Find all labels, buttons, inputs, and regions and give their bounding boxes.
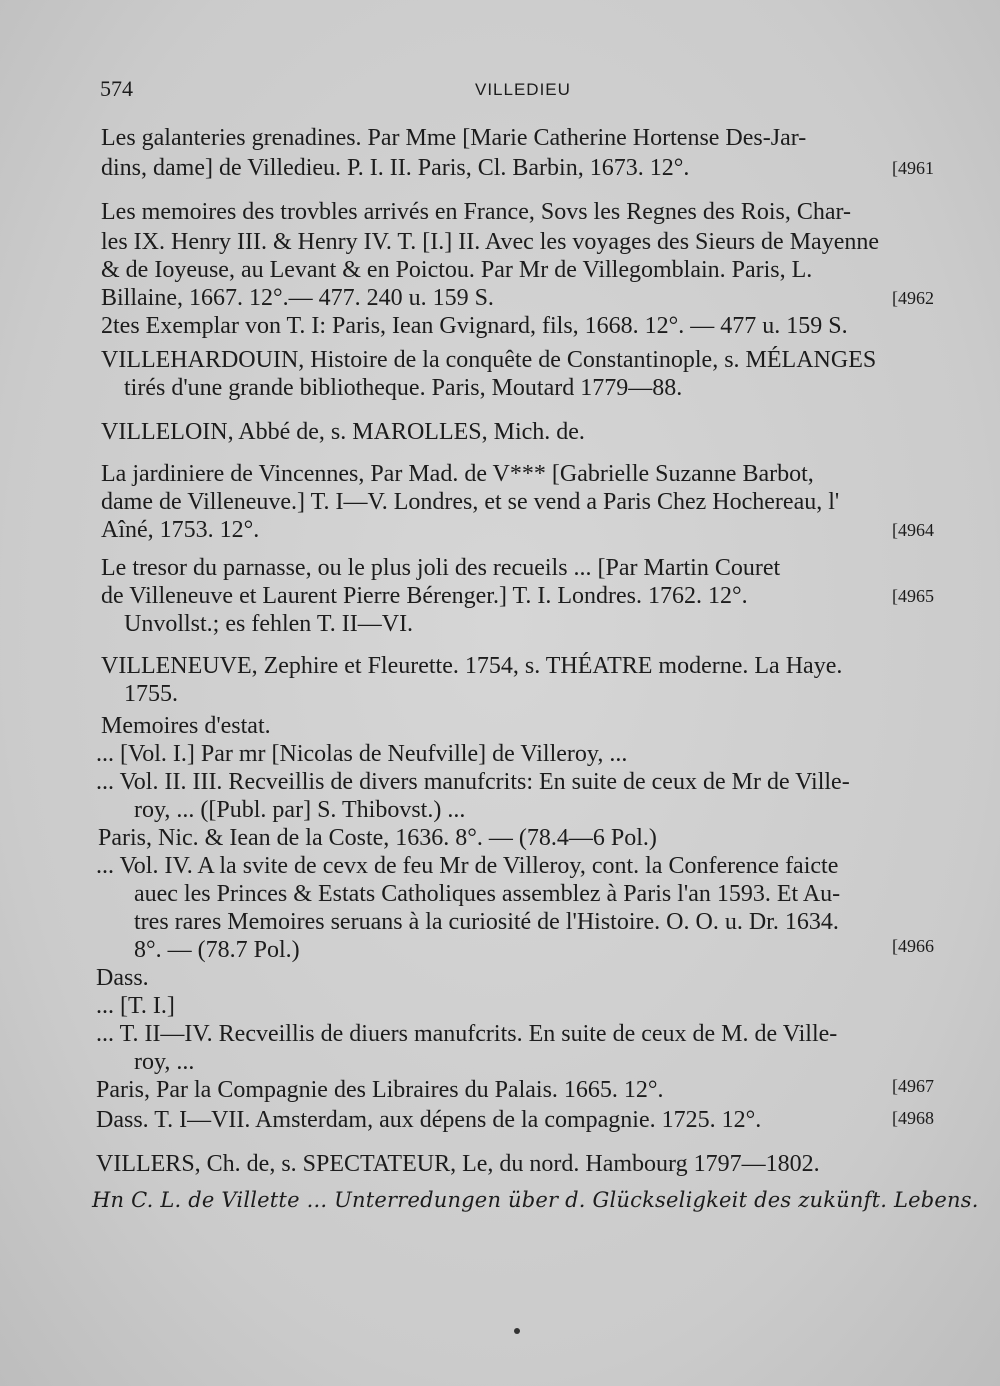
entry-number: [4968 — [892, 1108, 934, 1128]
catalog-text-line: Dass. T. I—VII. Amsterdam, aux dépens de la compagnie. 1725. 12°. — [96, 1107, 762, 1133]
entry-number: [4967 — [892, 1076, 934, 1096]
catalog-text-line: ... Vol. IV. A la svite de cevx de feu Mr de Villeroy, cont. la Conference faicte — [96, 853, 839, 879]
catalog-text-line: dame de Villeneuve.] T. I—V. Londres, et se vend a Paris Chez Hochereau, l' — [101, 489, 840, 515]
catalog-text-line: de Villeneuve et Laurent Pierre Bérenger.] T. I. Londres. 1762. 12°. — [101, 583, 748, 609]
catalog-text-line: & de Ioyeuse, au Levant & en Poictou. Par Mr de Villegomblain. Paris, L. — [101, 257, 813, 283]
catalog-text-line: VILLENEUVE, Zephire et Fleurette. 1754, s. THÉATRE moderne. La Haye. — [101, 653, 843, 679]
catalog-text-line: VILLERS, Ch. de, s. SPECTATEUR, Le, du nord. Hambourg 1797—1802. — [96, 1151, 820, 1177]
catalog-text-line: La jardiniere de Vincennes, Par Mad. de V*** [Gabrielle Suzanne Barbot, — [101, 461, 814, 487]
entry-number: [4964 — [892, 520, 934, 540]
catalog-text-line: Dass. — [96, 965, 149, 991]
catalog-text-line: 1755. — [124, 681, 178, 707]
catalog-text-line: VILLEHARDOUIN, Histoire de la conquête de Constantinople, s. MÉLANGES — [101, 347, 877, 373]
catalog-text-line: roy, ... — [134, 1049, 195, 1075]
catalog-text-line: auec les Princes & Estats Catholiques assemblez à Paris l'an 1593. Et Au- — [134, 881, 841, 907]
catalog-text-line: VILLELOIN, Abbé de, s. MAROLLES, Mich. de. — [101, 419, 585, 445]
catalog-text-line: Le tresor du parnasse, ou le plus joli des recueils ... [Par Martin Couret — [101, 555, 781, 581]
catalog-text-line: ... T. II—IV. Recveillis de diuers manufcrits. En suite de ceux de M. de Ville- — [96, 1021, 838, 1047]
fraktur-entry-line: Hn C. L. de Villette ... Unterredungen über d. Glückseligkeit des zukünft. Lebens. — [92, 1188, 979, 1212]
catalog-text-line: les IX. Henry III. & Henry IV. T. [I.] II. Avec les voyages des Sieurs de Mayenne — [101, 229, 879, 255]
catalog-text-line: Les memoires des trovbles arrivés en France, Sovs les Regnes des Rois, Char- — [101, 199, 852, 225]
catalog-text-line: Paris, Par la Compagnie des Libraires du Palais. 1665. 12°. — [96, 1077, 664, 1103]
entry-number: [4965 — [892, 586, 934, 606]
catalog-text-line: ... [Vol. I.] Par mr [Nicolas de Neufville] de Villeroy, ... — [96, 741, 628, 767]
page-number: 574 — [100, 76, 133, 101]
catalog-text-line: Aîné, 1753. 12°. — [101, 517, 260, 543]
catalog-text-line: tres rares Memoires seruans à la curiosité de l'Histoire. O. O. u. Dr. 1634. — [134, 909, 839, 935]
catalog-text-line: 2tes Exemplar von T. I: Paris, Iean Gvignard, fils, 1668. 12°. — 477 u. 159 S. — [101, 313, 848, 339]
catalog-text-line: 8°. — (78.7 Pol.) — [134, 937, 300, 963]
catalog-text-line: dins, dame] de Villedieu. P. I. II. Paris, Cl. Barbin, 1673. 12°. — [101, 155, 690, 181]
catalog-text-line: Unvollst.; es fehlen T. II—VI. — [124, 611, 414, 637]
entry-number: [4962 — [892, 288, 934, 308]
catalog-text-line: roy, ... ([Publ. par] S. Thibovst.) ... — [134, 797, 466, 823]
running-head: VILLEDIEU — [475, 80, 571, 99]
catalog-text-line: Memoires d'estat. — [101, 713, 271, 739]
ink-spot — [514, 1328, 520, 1334]
entry-number: [4961 — [892, 158, 934, 178]
catalog-text-line: tirés d'une grande bibliotheque. Paris, Moutard 1779—88. — [124, 375, 683, 401]
catalog-text-line: ... Vol. II. III. Recveillis de divers manufcrits: En suite de ceux de Mr de Ville- — [96, 769, 850, 795]
entry-number: [4966 — [892, 936, 934, 956]
catalog-text-line: Billaine, 1667. 12°.— 477. 240 u. 159 S. — [101, 285, 494, 311]
catalog-text-line: ... [T. I.] — [96, 993, 175, 1019]
catalog-text-line: Paris, Nic. & Iean de la Coste, 1636. 8°. — (78.4—6 Pol.) — [98, 825, 657, 851]
catalog-text-line: Les galanteries grenadines. Par Mme [Marie Catherine Hortense Des-Jar- — [101, 125, 807, 151]
